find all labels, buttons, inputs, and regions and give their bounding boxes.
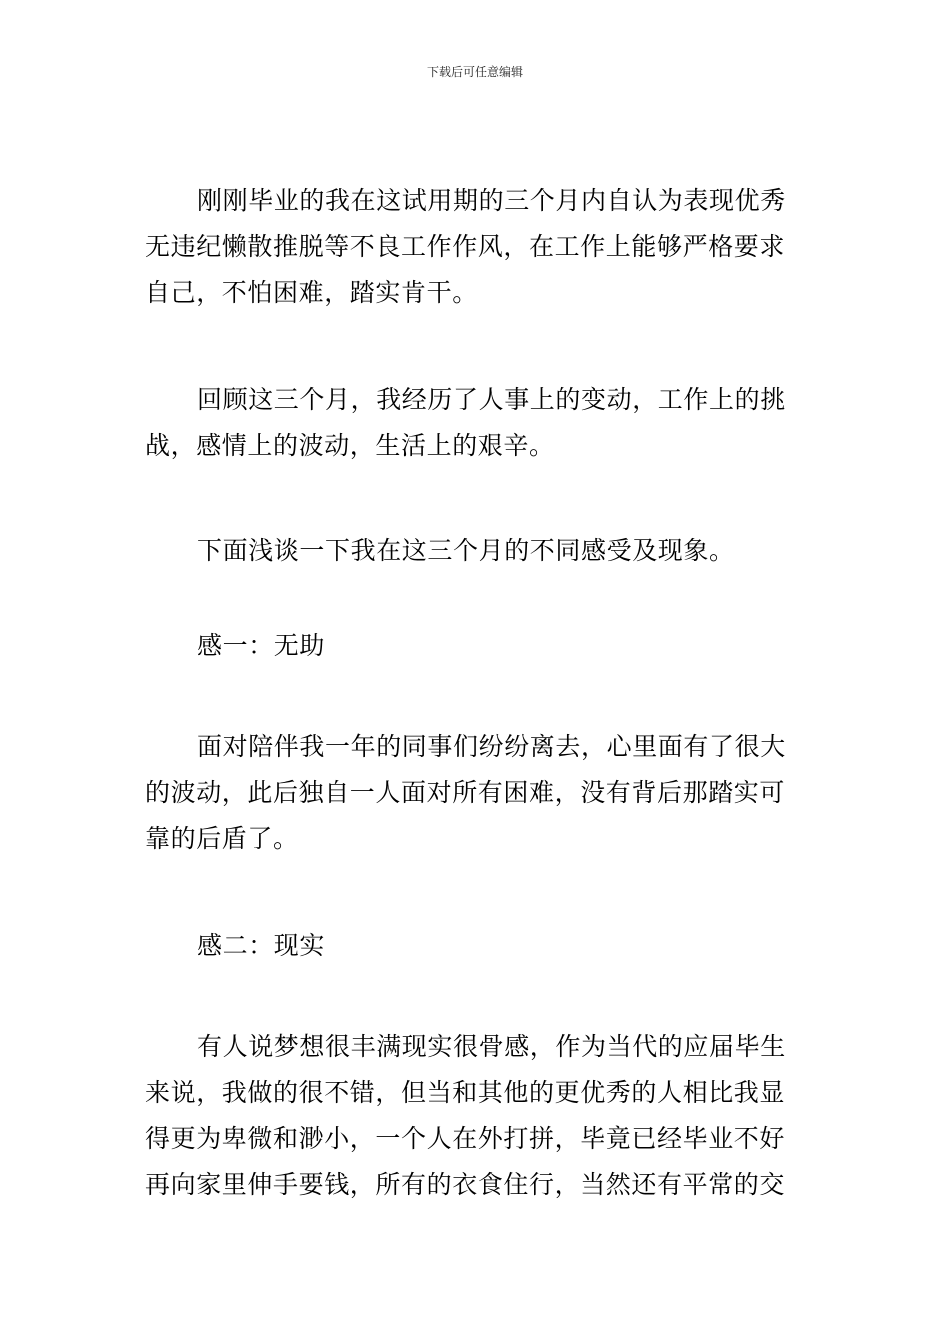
text-line: 下面浅谈一下我在这三个月的不同感受及现象。 xyxy=(197,536,735,565)
text-line: 得更为卑微和渺小，一个人在外打拼，毕竟已经毕业不好 xyxy=(145,1124,786,1153)
text-line: 的波动，此后独自一人面对所有困难，没有背后那踏实可 xyxy=(145,778,786,807)
paragraph-probation-summary xyxy=(145,178,786,316)
text-line: 回顾这三个月，我经历了人事上的变动，工作上的挑 xyxy=(197,385,786,414)
text-line: 再向家里伸手要钱，所有的衣食住行，当然还有平常的交 xyxy=(145,1170,786,1199)
paragraph-helpless xyxy=(145,724,786,862)
text-line: 面对陪伴我一年的同事们纷纷离去，心里面有了很大 xyxy=(197,732,786,761)
section-heading: 感二：现实 xyxy=(197,931,326,960)
text-line: 刚刚毕业的我在这试用期的三个月内自认为表现优秀 xyxy=(197,186,786,215)
section-heading-helpless xyxy=(145,623,325,669)
text-line: 靠的后盾了。 xyxy=(145,824,299,853)
paragraph-intro xyxy=(145,528,735,574)
text-line: 战，感情上的波动，生活上的艰辛。 xyxy=(145,431,555,460)
page-header: 下载后可任意编辑 xyxy=(426,65,523,79)
paragraph-review xyxy=(145,377,786,469)
text-line: 有人说梦想很丰满现实很骨感，作为当代的应届毕生 xyxy=(197,1032,786,1061)
section-heading-reality xyxy=(145,923,325,969)
text-line: 来说，我做的很不错，但当和其他的更优秀的人相比我显 xyxy=(145,1078,786,1107)
text-line: 无违纪懒散推脱等不良工作作风，在工作上能够严格要求 xyxy=(145,232,786,261)
paragraph-reality xyxy=(145,1024,786,1208)
text-line: 自己，不怕困难，踏实肯干。 xyxy=(145,278,478,307)
section-heading: 感一：无助 xyxy=(197,631,326,660)
